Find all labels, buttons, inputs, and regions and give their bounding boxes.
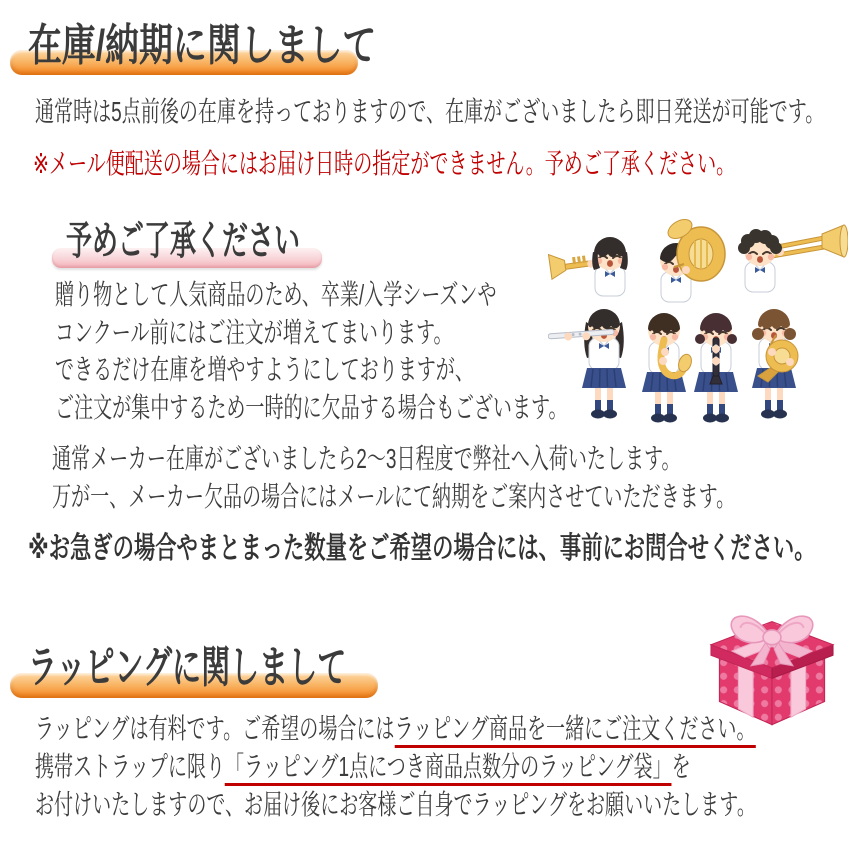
clarinet-kid — [694, 313, 738, 423]
school-band-illustration — [548, 214, 848, 439]
notice-line: できるだけ在庫を増やすようにしておりますが、 — [55, 354, 474, 385]
wrapping-line-1 — [35, 710, 756, 748]
wrapping-section-title: ラッピングに関しまして — [28, 643, 347, 692]
restock-line: 通常メーカー在庫がございましたら2〜3日程度で弊社へ入荷いたします。 — [52, 443, 681, 474]
wrapping-line-2-prefix: 携帯ストラップに限り — [35, 751, 226, 782]
mail-delivery-warning-text: ※メール便配送の場合にはお届け日時の指定ができません。予めご了承ください。 — [33, 148, 736, 179]
stock-intro-text: 通常時は5点前後の在庫を持っておりますので、在庫がございましたら即日発送が可能です。 — [35, 96, 825, 127]
restock-paragraph — [52, 440, 735, 515]
notice-title: 予めご了承ください — [66, 219, 300, 263]
saxophone-kid — [642, 313, 694, 423]
wrapping-line-2-suffix: を — [671, 751, 691, 782]
notice-paragraph — [55, 276, 568, 426]
contact-note-text: ※お急ぎの場合やまとまった数量をご希望の場合には、事前にお問合せください。 — [28, 532, 816, 565]
tuba-kid — [660, 216, 725, 302]
wrapping-bag-emphasis: 「ラッピング1点につき商品点数分のラッピング袋」 — [225, 751, 672, 786]
wrapping-order-emphasis: ラッピング商品を一緒にご注文ください。 — [394, 713, 755, 748]
notice-line: コンクール前にはご注文が増えてまいります。 — [55, 316, 453, 348]
wrapping-line-3: お付けいたしますので、お届け後にお客様ご自身でラッピングをお願いいたします。 — [35, 789, 756, 820]
notice-line: ご注文が集中するため一時的に欠品する場合もございます。 — [55, 391, 568, 423]
trombone-kid — [738, 225, 848, 292]
trumpet-kid — [548, 237, 627, 296]
wrapping-line-1-prefix: ラッピングは有料です。ご希望の場合には — [35, 713, 395, 744]
french-horn-kid — [752, 309, 798, 419]
stock-section-title: 在庫/納期に関しまして — [28, 21, 377, 70]
trumpet — [548, 248, 596, 279]
trombone — [772, 225, 848, 258]
notice-line: 贈り物として人気商品のため、卒業/入学シーズンや — [55, 279, 497, 310]
wrapping-line-2 — [35, 748, 756, 786]
restock-line: 万が一、メーカー欠品の場合にはメールにて納期をご案内させていただきます。 — [52, 480, 736, 512]
flute-kid — [548, 309, 626, 419]
wrapping-paragraph — [35, 710, 756, 824]
